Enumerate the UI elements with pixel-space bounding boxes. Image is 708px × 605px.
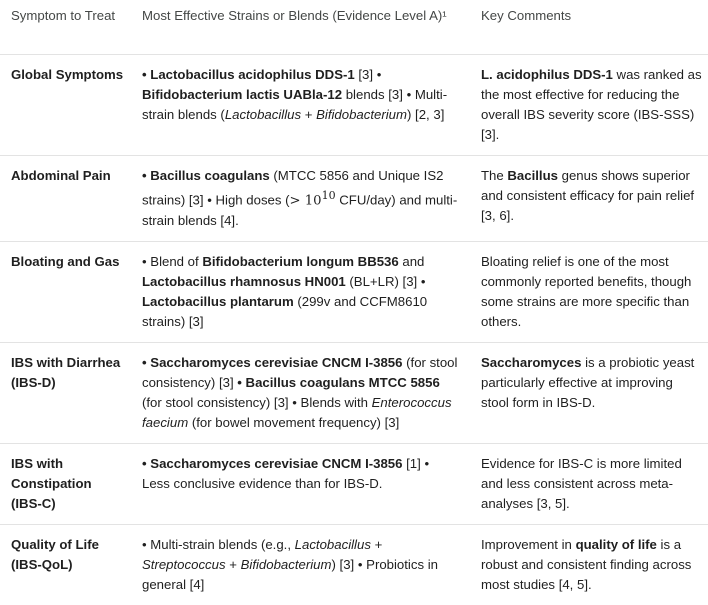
genus-name: Bifidobacterium [316,106,407,122]
strain-name: Bifidobacterium lactis UABla-12 [142,86,343,102]
strain-text: [1] • Less conclusive evidence than for IBS-D. [142,455,430,491]
strain-name: Bifidobacterium longum BB536 [202,253,399,269]
comments-cell: Bloating relief is one of the most commonly reported benefits, though some strains are more specific than others. [481,253,692,329]
comment-bold: L. acidophilus DDS-1 [481,66,613,82]
symptom-cell: IBS with Diarrhea (IBS-D) [11,354,121,390]
strain-text: (MTCC 5856 and Unique IS2 strains) [3] • High doses ( [142,167,444,207]
strains-cell [131,155,470,241]
strain-name: • Saccharomyces cerevisiae CNCM I-3856 [142,455,403,471]
math-base: 10 [304,192,322,208]
comments-cell [470,524,708,605]
strain-name: • Bacillus coagulans MTCC 5856 [237,374,440,390]
strains-cell [131,241,470,342]
math-exponent: 10 [321,188,336,202]
strain-name: Lactobacillus acidophilus DDS-1 [150,66,355,82]
strain-bullet: • [142,66,151,82]
math-greater-than: > [289,192,305,208]
table-row [0,443,708,524]
comment-bold: Saccharomyces [481,354,582,370]
strains-cell [131,443,470,524]
table-row [0,241,708,342]
strain-text: + [225,556,241,572]
strain-name: Bacillus coagulans [150,167,270,183]
table-row [0,155,708,241]
table-header-row [0,0,708,54]
strain-text: • Multi-strain blends (e.g., [142,536,295,552]
comment-text: is a robust and consistent finding across most studies [4, 5]. [481,536,692,592]
symptom-cell: Abdominal Pain [11,167,111,183]
strain-text: and [398,253,425,269]
comment-bold: quality of life [575,536,657,552]
comment-text: is a probiotic yeast particularly effective at improving stool form in IBS-D. [481,354,695,410]
header-strains: Most Effective Strains or Blends (Evidence Level A)¹ [131,0,470,54]
strains-cell [131,342,470,443]
symptom-cell: IBS with Constipation (IBS-C) [11,455,92,511]
comments-cell [470,342,708,443]
comments-cell: Evidence for IBS-C is more limited and less consistent across meta-analyses [3, 5]. [481,455,682,511]
genus-name: Streptococcus [142,556,226,572]
comment-text: was ranked as the most effective for reducing the overall IBS severity score (IBS-SSS) [3]. [481,66,702,142]
strains-cell [131,54,470,155]
symptom-cell: Global Symptoms [11,66,124,82]
strain-text: + [370,536,383,552]
strain-text: (for stool consistency) [3] • Blends with [142,394,372,410]
comments-cell [470,54,708,155]
strain-name: Lactobacillus plantarum [142,293,294,309]
comment-bold: Bacillus [507,167,558,183]
genus-name: Bifidobacterium [240,556,332,572]
strain-text: ) [3] • Probiotics in general [4] [142,556,438,592]
comment-text: Improvement in [481,536,576,552]
table-row [0,524,708,605]
symptom-cell: Bloating and Gas [11,253,120,269]
comments-cell [470,155,708,241]
table-row [0,342,708,443]
species-name: Enterococcus faecium [142,394,452,430]
symptom-cell: Quality of Life (IBS-QoL) [11,536,99,572]
strain-text: (BL+LR) [3] • [345,273,426,289]
genus-name: Lactobacillus [224,106,302,122]
strain-name: • Saccharomyces cerevisiae CNCM I-3856 [142,354,403,370]
strain-text: ) [2, 3] [407,106,445,122]
strain-text: (for stool consistency) [3] [142,354,458,390]
strain-text: CFU/day) and multi-strain blends [4]. [142,191,458,228]
strain-text: blends [3] • Multi-strain blends ( [142,86,448,122]
strain-text: (for bowel movement frequency) [3] [188,414,400,430]
comment-text: genus shows superior and consistent efficacy for pain relief [3, 6]. [481,167,695,223]
strains-cell [131,524,470,605]
strain-name: Lactobacillus rhamnosus HN001 [142,273,346,289]
table-row [0,54,708,155]
genus-name: Lactobacillus [294,536,371,552]
strain-text: (299v and CCFM8610 strains) [3] [142,293,428,329]
comment-text: The [481,167,508,183]
header-symptom: Symptom to Treat [0,0,131,54]
strain-text: + [301,106,317,122]
strain-text: • Blend of [142,253,203,269]
strain-text: [3] • [354,66,382,82]
strain-bullet: • [142,167,151,183]
header-comments: Key Comments [470,0,708,54]
